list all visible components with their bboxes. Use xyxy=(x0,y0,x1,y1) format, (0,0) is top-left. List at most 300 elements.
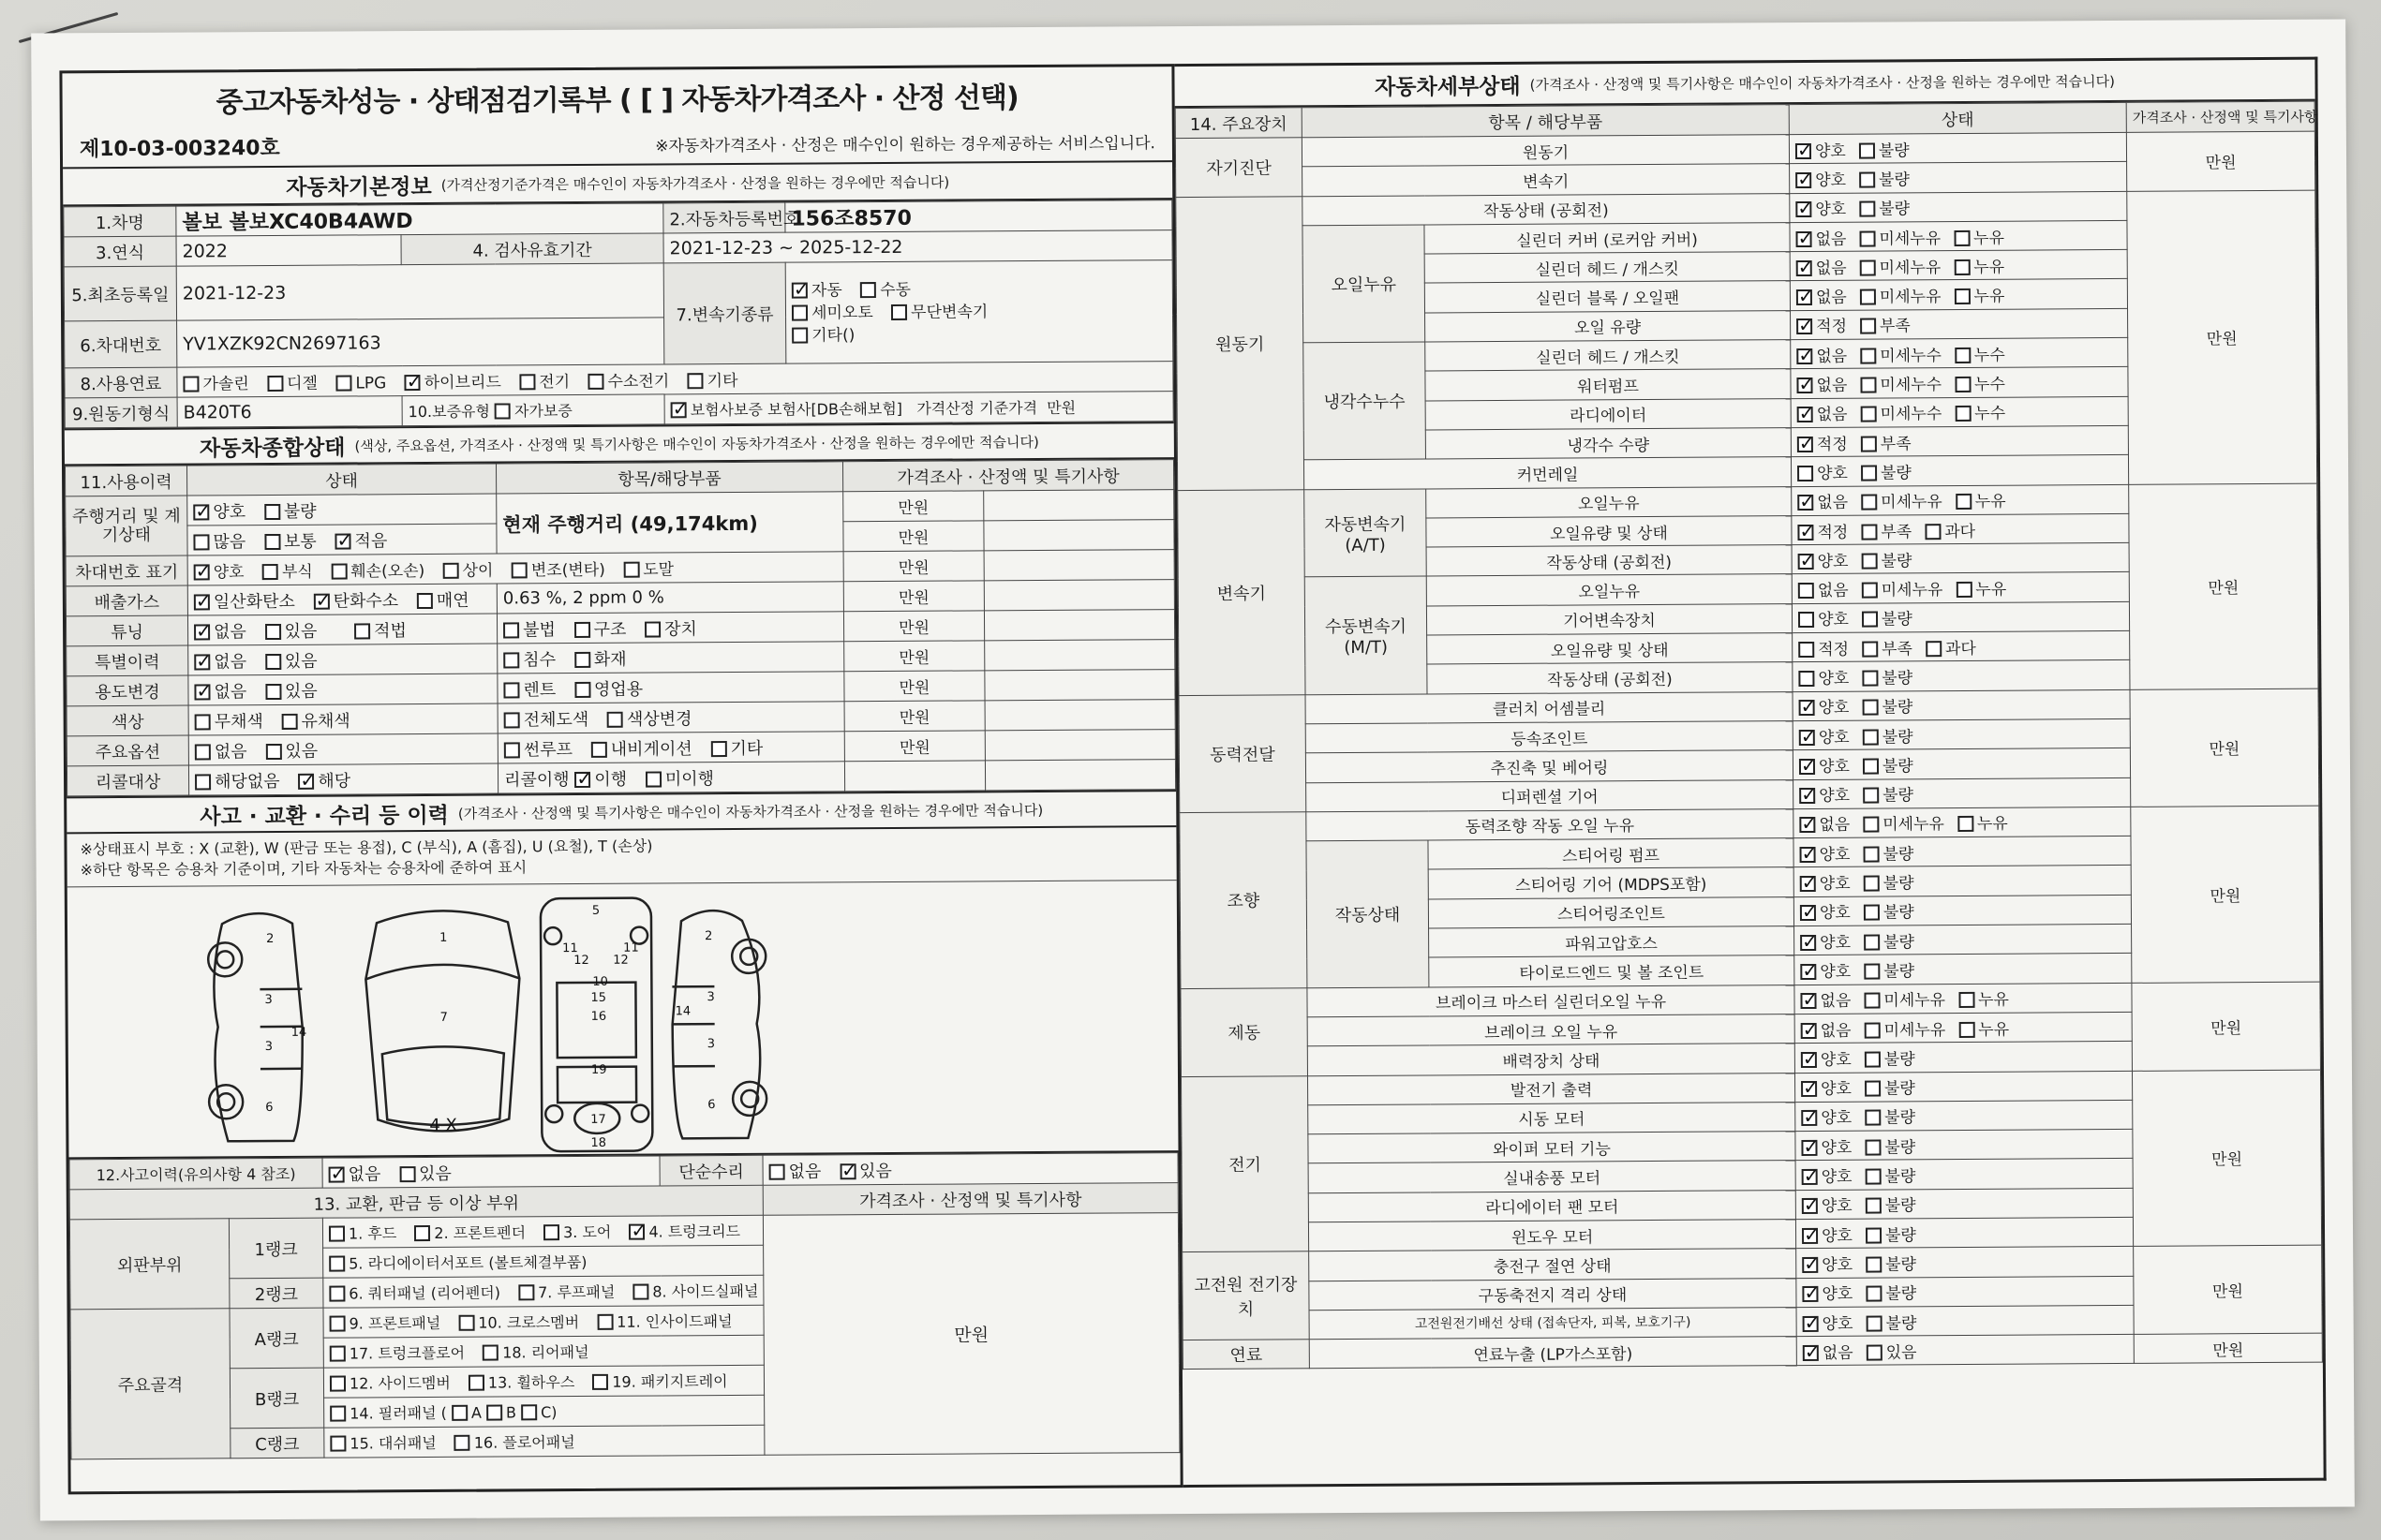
checkbox-icon[interactable] xyxy=(264,503,280,519)
rank-1-row-b: 5. 라디에이터서포트 (볼트체결부품) xyxy=(323,1245,764,1278)
checkbox-icon[interactable] xyxy=(792,304,808,320)
car-name-value: 볼보 볼보XC40B4AWD xyxy=(176,203,663,236)
option-label: 양호 xyxy=(1818,757,1850,777)
checkbox-icon[interactable] xyxy=(1796,260,1812,276)
detail-state xyxy=(1792,543,2129,574)
option-label: 양호 xyxy=(1821,1167,1853,1187)
checkbox-icon[interactable] xyxy=(330,1436,346,1452)
checkbox-icon[interactable] xyxy=(194,564,210,580)
checkbox-icon[interactable] xyxy=(298,773,314,789)
checkbox-icon[interactable] xyxy=(1798,642,1814,658)
checkbox-icon[interactable] xyxy=(1796,289,1812,305)
reg-no-label: 2.자동차등록번호 xyxy=(663,202,785,233)
svg-text:14: 14 xyxy=(290,1025,307,1040)
checkbox-icon[interactable] xyxy=(1795,201,1811,217)
option-label: 미세누수 xyxy=(1880,346,1942,366)
detail-state xyxy=(1791,337,2128,368)
warranty-cell: 10.보증유형 자가보증 xyxy=(402,394,664,426)
price-unit: 만원 xyxy=(843,581,984,612)
basic-info-table xyxy=(63,200,1173,428)
checkbox-icon[interactable] xyxy=(262,564,278,580)
checkbox-icon[interactable] xyxy=(592,1374,608,1390)
rank-c-label: C랭크 xyxy=(231,1428,324,1459)
detail-item: 클러치 어셈블리 xyxy=(1305,691,1793,723)
checkbox-icon[interactable] xyxy=(483,1345,499,1361)
checkbox-icon[interactable] xyxy=(314,593,330,609)
option-label: 미세누유 xyxy=(1883,1020,1946,1041)
detail-item: 발전기 출력 xyxy=(1307,1073,1794,1104)
checkbox-icon[interactable] xyxy=(1864,876,1880,892)
checkbox-icon[interactable] xyxy=(1862,612,1878,628)
detail-row xyxy=(1178,483,2317,520)
checkbox-icon[interactable] xyxy=(1796,378,1812,393)
gas-label: 배출가스 xyxy=(66,585,187,616)
tuning-sub-options: 불법 구조 장치 xyxy=(497,612,843,644)
checkbox-icon[interactable] xyxy=(1866,1198,1882,1214)
checkbox-icon[interactable] xyxy=(646,771,662,787)
checkbox-icon[interactable] xyxy=(183,376,199,392)
checkbox-icon[interactable] xyxy=(1860,378,1876,393)
detail-item: 오일누유 xyxy=(1426,574,1792,606)
checkbox-icon[interactable] xyxy=(1955,406,1971,422)
checkbox-icon[interactable] xyxy=(1860,348,1876,363)
option-label: 양호 xyxy=(1815,170,1847,190)
checkbox-icon[interactable] xyxy=(330,1346,346,1362)
checkbox-icon[interactable] xyxy=(330,1406,346,1422)
option-label: 누유 xyxy=(1974,492,2006,512)
checkbox-icon[interactable] xyxy=(193,534,209,550)
detail-item: 기어변속장치 xyxy=(1426,603,1792,635)
checkbox-icon[interactable] xyxy=(607,711,623,727)
checkbox-icon[interactable] xyxy=(891,304,907,319)
detail-item: 작동상태 (공회전) xyxy=(1426,545,1792,577)
checkbox-icon[interactable] xyxy=(195,774,211,790)
checkbox-icon[interactable] xyxy=(503,622,519,638)
checkbox-icon[interactable] xyxy=(1800,876,1816,892)
option-label: 미세누유 xyxy=(1881,581,1943,600)
detail-category: 원동기 xyxy=(1176,196,1304,490)
checkbox-icon[interactable] xyxy=(194,684,210,700)
checkbox-icon[interactable] xyxy=(1864,963,1880,979)
detail-item: 디퍼렌셜 기어 xyxy=(1306,779,1793,811)
checkbox-icon[interactable] xyxy=(574,771,590,787)
checkbox-icon[interactable] xyxy=(194,594,210,610)
checkbox-icon[interactable] xyxy=(329,1286,345,1302)
checkbox-icon[interactable] xyxy=(1802,1198,1818,1214)
checkbox-icon[interactable] xyxy=(1797,524,1813,540)
year-value: 2022 xyxy=(176,235,401,266)
option-label: 양호 xyxy=(1819,845,1851,865)
checkbox-icon[interactable] xyxy=(1801,1022,1817,1038)
checkbox-icon[interactable] xyxy=(574,621,590,637)
checkbox-icon[interactable] xyxy=(1958,1021,1974,1037)
checkbox-icon[interactable] xyxy=(1925,524,1941,540)
checkbox-icon[interactable] xyxy=(632,1284,648,1300)
option-label: 불량 xyxy=(1885,1255,1917,1275)
option-label: 주요옵션 xyxy=(67,735,188,766)
overall-table xyxy=(65,459,1176,796)
checkbox-icon[interactable] xyxy=(1797,407,1813,422)
detail-item: 브레이크 오일 누유 xyxy=(1307,1014,1794,1045)
option-label: 양호 xyxy=(1818,669,1850,689)
option-label: 없음 xyxy=(1816,406,1848,425)
detail-state xyxy=(1795,1129,2133,1160)
checkbox-icon[interactable] xyxy=(1797,466,1813,481)
checkbox-icon[interactable] xyxy=(519,374,535,390)
parts-price-unit: 만원 xyxy=(763,1213,1180,1456)
checkbox-icon[interactable] xyxy=(574,651,590,667)
checkbox-icon[interactable] xyxy=(518,1284,534,1300)
option-label: 누유 xyxy=(1973,229,2005,248)
checkbox-icon[interactable] xyxy=(1958,992,1974,1008)
detail-state xyxy=(1794,924,2132,955)
detail-state xyxy=(1790,250,2127,281)
option-label: 양호 xyxy=(1817,552,1849,571)
option-label: 불량 xyxy=(1882,786,1913,806)
checkbox-icon[interactable] xyxy=(1926,641,1942,657)
option-label: 양호 xyxy=(1815,200,1847,220)
overall-h-price: 가격조사 · 산정액 및 특기사항 xyxy=(842,460,1173,492)
overall-note: (색상, 주요옵션, 가격조사 · 산정액 및 특기사항은 매수인이 자동차가격조사 · 산정을 원하는 경우에만 적습니다) xyxy=(354,433,1039,454)
option-label: 없음 xyxy=(1816,347,1848,366)
checkbox-icon[interactable] xyxy=(591,741,607,757)
checkbox-icon[interactable] xyxy=(265,683,281,699)
detail-state xyxy=(1793,718,2130,749)
option-label: 부족 xyxy=(1881,522,1912,542)
detail-state xyxy=(1792,513,2129,544)
checkbox-icon[interactable] xyxy=(671,402,687,418)
overall-h-item: 11.사용이력 xyxy=(65,466,186,496)
checkbox-icon[interactable] xyxy=(1862,583,1878,599)
detail-item: 변속기 xyxy=(1302,164,1790,196)
checkbox-icon[interactable] xyxy=(1800,964,1816,980)
checkbox-icon[interactable] xyxy=(399,1166,415,1182)
checkbox-icon[interactable] xyxy=(1956,582,1972,598)
checkbox-icon[interactable] xyxy=(1797,437,1813,452)
checkbox-icon[interactable] xyxy=(1795,172,1811,188)
detail-item: 오일 유량 xyxy=(1425,310,1791,342)
checkbox-icon[interactable] xyxy=(265,623,281,639)
checkbox-icon[interactable] xyxy=(1803,1345,1819,1361)
recall-label: 리콜대상 xyxy=(67,765,188,796)
color-options: 무채색 유채색 xyxy=(188,703,498,735)
transmission-label: 7.변속기종류 xyxy=(663,262,786,364)
checkbox-icon[interactable] xyxy=(503,652,519,668)
svg-text:1: 1 xyxy=(439,930,448,945)
option-label: 부족 xyxy=(1882,639,1913,659)
checkbox-icon[interactable] xyxy=(265,653,281,669)
svg-text:5: 5 xyxy=(591,903,601,918)
detail-item: 동력조향 작동 오일 누유 xyxy=(1306,808,1793,840)
detail-table xyxy=(1175,101,2323,1370)
checkbox-icon[interactable] xyxy=(710,741,726,757)
checkbox-icon[interactable] xyxy=(645,621,661,637)
checkbox-icon[interactable] xyxy=(443,563,459,579)
checkbox-icon[interactable] xyxy=(688,373,704,389)
checkbox-icon[interactable] xyxy=(469,1375,484,1391)
checkbox-icon[interactable] xyxy=(1954,259,1970,275)
checkbox-icon[interactable] xyxy=(1955,348,1971,363)
checkbox-icon[interactable] xyxy=(792,327,808,343)
legend-line-1: ※상태표시 부호 : X (교환), W (판금 또는 용접), C (부식), A (흠집), U (요철), T (손상) xyxy=(80,837,653,859)
checkbox-icon[interactable] xyxy=(454,1435,470,1451)
detail-subcategory: 냉각수누수 xyxy=(1303,342,1426,460)
checkbox-icon[interactable] xyxy=(1802,1257,1818,1273)
checkbox-icon[interactable] xyxy=(1864,905,1880,921)
basic-info-note: (가격산정기준가격은 매수인이 자동차가격조사 · 산정을 원하는 경우에만 적습니다) xyxy=(440,173,950,194)
checkbox-icon[interactable] xyxy=(330,1376,346,1392)
option-label: 양호 xyxy=(1821,1138,1853,1158)
checkbox-icon[interactable] xyxy=(1798,612,1814,628)
checkbox-icon[interactable] xyxy=(623,562,639,578)
price-unit: 만원 xyxy=(844,671,985,702)
price-unit: 만원 xyxy=(2127,190,2317,484)
checkbox-icon[interactable] xyxy=(1862,700,1878,716)
detail-state xyxy=(1791,396,2128,427)
checkbox-icon[interactable] xyxy=(504,712,520,728)
gas-options: ✓ 일산화탄소 ✓ 탄화수소 매연 xyxy=(187,584,497,615)
checkbox-icon[interactable] xyxy=(1798,583,1814,599)
checkbox-icon[interactable] xyxy=(1800,847,1816,863)
checkbox-icon[interactable] xyxy=(1863,758,1879,774)
svg-text:14: 14 xyxy=(675,1004,692,1019)
checkbox-icon[interactable] xyxy=(840,1163,856,1179)
checkbox-icon[interactable] xyxy=(1799,817,1815,833)
detail-state xyxy=(1793,660,2130,691)
checkbox-icon[interactable] xyxy=(1865,1169,1881,1185)
checkbox-icon[interactable] xyxy=(458,1315,474,1331)
checkbox-icon[interactable] xyxy=(1795,143,1811,159)
option-label: 있음 xyxy=(1885,1343,1917,1363)
vin-label: 6.차대번호 xyxy=(65,320,177,368)
svg-text:16: 16 xyxy=(590,1009,607,1024)
option-label: 불량 xyxy=(1879,200,1911,219)
special-options: ✓ 없음 있음 xyxy=(188,644,498,675)
checkbox-icon[interactable] xyxy=(629,1224,645,1240)
checkbox-icon[interactable] xyxy=(267,376,283,392)
car-name-label: 1.차명 xyxy=(64,206,176,237)
checkbox-icon[interactable] xyxy=(597,1314,613,1330)
checkbox-icon[interactable] xyxy=(330,1316,346,1332)
detail-state xyxy=(1796,1276,2134,1307)
detail-state xyxy=(1792,601,2129,632)
simple-repair-options: 없음 ✓ 있음 xyxy=(763,1153,1178,1186)
checkbox-icon[interactable] xyxy=(1955,377,1971,392)
checkbox-icon[interactable] xyxy=(331,564,347,580)
tuning-label: 튜닝 xyxy=(66,615,187,646)
option-label: 양호 xyxy=(1819,874,1851,894)
checkbox-icon[interactable] xyxy=(264,533,280,549)
checkbox-icon[interactable] xyxy=(1863,788,1879,804)
checkbox-icon[interactable] xyxy=(452,1405,468,1421)
checkbox-icon[interactable] xyxy=(1861,407,1877,422)
checkbox-icon[interactable] xyxy=(354,623,370,639)
wheel-icon xyxy=(209,1085,243,1118)
checkbox-icon[interactable] xyxy=(1796,348,1812,364)
checkbox-icon[interactable] xyxy=(1866,1256,1882,1272)
checkbox-icon[interactable] xyxy=(1867,1344,1882,1360)
checkbox-icon[interactable] xyxy=(1863,817,1879,833)
checkbox-icon[interactable] xyxy=(1799,788,1815,804)
checkbox-icon[interactable] xyxy=(512,562,528,578)
checkbox-icon[interactable] xyxy=(1861,465,1877,481)
checkbox-icon[interactable] xyxy=(495,403,511,419)
checkbox-icon[interactable] xyxy=(1865,1022,1881,1038)
detail-category: 자기진단 xyxy=(1175,138,1302,197)
checkbox-icon[interactable] xyxy=(1865,1139,1881,1155)
option-label: 불량 xyxy=(1884,1108,1916,1128)
checkbox-icon[interactable] xyxy=(1801,1081,1817,1097)
wheel-icon xyxy=(544,927,561,944)
checkbox-icon[interactable] xyxy=(417,592,433,608)
option-label: 누유 xyxy=(1973,287,2005,307)
checkbox-icon[interactable] xyxy=(1795,230,1811,246)
checkbox-icon[interactable] xyxy=(1865,1081,1881,1097)
price-unit: 만원 xyxy=(844,731,985,762)
checkbox-icon[interactable] xyxy=(1803,1315,1819,1331)
checkbox-icon[interactable] xyxy=(1798,671,1814,687)
detail-subcategory: 작동상태 xyxy=(1306,840,1429,987)
checkbox-icon[interactable] xyxy=(1957,816,1973,832)
checkbox-icon[interactable] xyxy=(1864,993,1880,1009)
checkbox-icon[interactable] xyxy=(543,1224,559,1240)
document-title: 중고자동차성능 · 상태점검기록부 ( [ ] 자동차가격조사 · 산정 선택) xyxy=(216,81,1019,120)
option-label: 양호 xyxy=(1821,1079,1853,1100)
checkbox-icon[interactable] xyxy=(1865,1110,1881,1126)
checkbox-icon[interactable] xyxy=(405,375,421,391)
checkbox-icon[interactable] xyxy=(1864,934,1880,950)
option-label: 불량 xyxy=(1885,1284,1917,1304)
detail-state xyxy=(1796,1305,2134,1336)
checkbox-icon[interactable] xyxy=(329,1166,345,1182)
checkbox-icon[interactable] xyxy=(1866,1286,1882,1302)
wheel-icon xyxy=(732,940,766,973)
checkbox-icon[interactable] xyxy=(1801,1110,1817,1126)
option-label: 없음 xyxy=(1815,259,1847,278)
svg-text:18: 18 xyxy=(590,1135,607,1150)
checkbox-icon[interactable] xyxy=(1859,171,1875,187)
checkbox-icon[interactable] xyxy=(193,504,209,520)
checkbox-icon[interactable] xyxy=(1956,494,1972,510)
rank-2-row: 6. 쿼터패널 (리어펜더) 7. 루프패널 8. 사이드실패널 xyxy=(323,1275,764,1308)
checkbox-icon[interactable] xyxy=(860,282,876,298)
checkbox-icon[interactable] xyxy=(335,375,351,391)
option-label: 불량 xyxy=(1881,610,1912,629)
detail-row xyxy=(1175,131,2314,168)
checkbox-icon[interactable] xyxy=(792,282,808,298)
checkbox-icon[interactable] xyxy=(265,743,281,759)
checkbox-icon[interactable] xyxy=(574,681,590,697)
detail-row xyxy=(1181,1070,2320,1106)
checkbox-icon[interactable] xyxy=(329,1256,345,1272)
checkbox-icon[interactable] xyxy=(1861,495,1877,511)
checkbox-icon[interactable] xyxy=(1801,1052,1817,1068)
detail-item: 실내송풍 모터 xyxy=(1308,1161,1795,1192)
symbol-legend xyxy=(67,827,1176,887)
gas-values: 0.63 %, 2 ppm 0 % xyxy=(497,582,843,614)
checkbox-icon[interactable] xyxy=(1800,905,1816,921)
checkbox-icon[interactable] xyxy=(195,744,211,760)
checkbox-icon[interactable] xyxy=(1800,935,1816,951)
checkbox-icon[interactable] xyxy=(486,1405,502,1421)
detail-item: 충전구 절연 상태 xyxy=(1309,1249,1796,1281)
rank-b-row-a: 12. 사이드멤버 13. 휠하우스 19. 패키지트레이 xyxy=(323,1365,764,1398)
checkbox-icon[interactable] xyxy=(194,624,210,640)
checkbox-icon[interactable] xyxy=(1859,230,1875,246)
checkbox-icon[interactable] xyxy=(1861,436,1877,452)
checkbox-icon[interactable] xyxy=(1799,730,1815,746)
price-unit: 만원 xyxy=(843,491,984,522)
detail-item: 브레이크 마스터 실린더오일 누유 xyxy=(1307,985,1794,1016)
checkbox-icon[interactable] xyxy=(1802,1286,1818,1302)
checkbox-icon[interactable] xyxy=(1797,495,1813,511)
checkbox-icon[interactable] xyxy=(1802,1169,1818,1185)
detail-category: 전기 xyxy=(1181,1075,1308,1252)
checkbox-icon[interactable] xyxy=(1860,259,1876,275)
price-unit: 만원 xyxy=(2132,982,2321,1071)
detail-item: 실린더 헤드 / 개스킷 xyxy=(1424,252,1790,284)
checkbox-icon[interactable] xyxy=(1865,1051,1881,1067)
checkbox-icon[interactable] xyxy=(1859,142,1875,158)
checkbox-icon[interactable] xyxy=(588,374,603,390)
checkbox-icon[interactable] xyxy=(1954,289,1970,304)
period-label: 4. 검사유효기간 xyxy=(401,233,663,265)
detail-item: 오일누유 xyxy=(1426,486,1792,518)
checkbox-icon[interactable] xyxy=(1859,201,1875,217)
checkbox-icon[interactable] xyxy=(1798,554,1814,570)
checkbox-icon[interactable] xyxy=(521,1404,537,1420)
svg-text:3: 3 xyxy=(707,990,715,1005)
checkbox-icon[interactable] xyxy=(1860,318,1876,334)
rank-a-row-b: 17. 트렁크플로어 18. 리어패널 xyxy=(323,1335,764,1368)
checkbox-icon[interactable] xyxy=(1866,1227,1882,1243)
checkbox-icon[interactable] xyxy=(195,714,211,730)
checkbox-icon[interactable] xyxy=(1799,700,1815,716)
checkbox-icon[interactable] xyxy=(1860,289,1876,305)
checkbox-icon[interactable] xyxy=(282,713,298,729)
detail-note: (가격조사 · 산정액 및 특기사항은 매수인이 자동차가격조사 · 산정을 원하는 경우에만 적습니다) xyxy=(1529,72,2116,94)
option-label: 미세누수 xyxy=(1880,405,1942,424)
option-label: 없음 xyxy=(1822,1343,1853,1363)
checkbox-icon[interactable] xyxy=(769,1163,785,1179)
svg-text:10: 10 xyxy=(592,974,608,989)
checkbox-icon[interactable] xyxy=(1802,1228,1818,1244)
checkbox-icon[interactable] xyxy=(335,533,350,549)
checkbox-icon[interactable] xyxy=(194,654,210,670)
wheel-hub-icon xyxy=(216,951,233,968)
checkbox-icon[interactable] xyxy=(1799,759,1815,775)
checkbox-icon[interactable] xyxy=(414,1225,430,1241)
checkbox-icon[interactable] xyxy=(1866,1315,1882,1331)
checkbox-icon[interactable] xyxy=(1800,993,1816,1009)
checkbox-icon[interactable] xyxy=(1796,318,1812,334)
checkbox-icon[interactable] xyxy=(1861,524,1877,540)
wheel-icon xyxy=(632,1105,648,1122)
detail-title: 자동차세부상태 xyxy=(1375,74,1521,100)
checkbox-icon[interactable] xyxy=(329,1226,345,1242)
checkbox-icon[interactable] xyxy=(1954,230,1970,245)
checkbox-icon[interactable] xyxy=(503,682,519,698)
detail-state xyxy=(1791,455,2128,486)
checkbox-icon[interactable] xyxy=(1862,641,1878,657)
detail-item: 작동상태 (공회전) xyxy=(1302,193,1790,225)
checkbox-icon[interactable] xyxy=(1861,553,1877,569)
checkbox-icon[interactable] xyxy=(1801,1140,1817,1156)
checkbox-icon[interactable] xyxy=(1863,729,1879,745)
checkbox-icon[interactable] xyxy=(1862,671,1878,687)
checkbox-icon[interactable] xyxy=(504,742,520,758)
checkbox-icon[interactable] xyxy=(1863,846,1879,862)
